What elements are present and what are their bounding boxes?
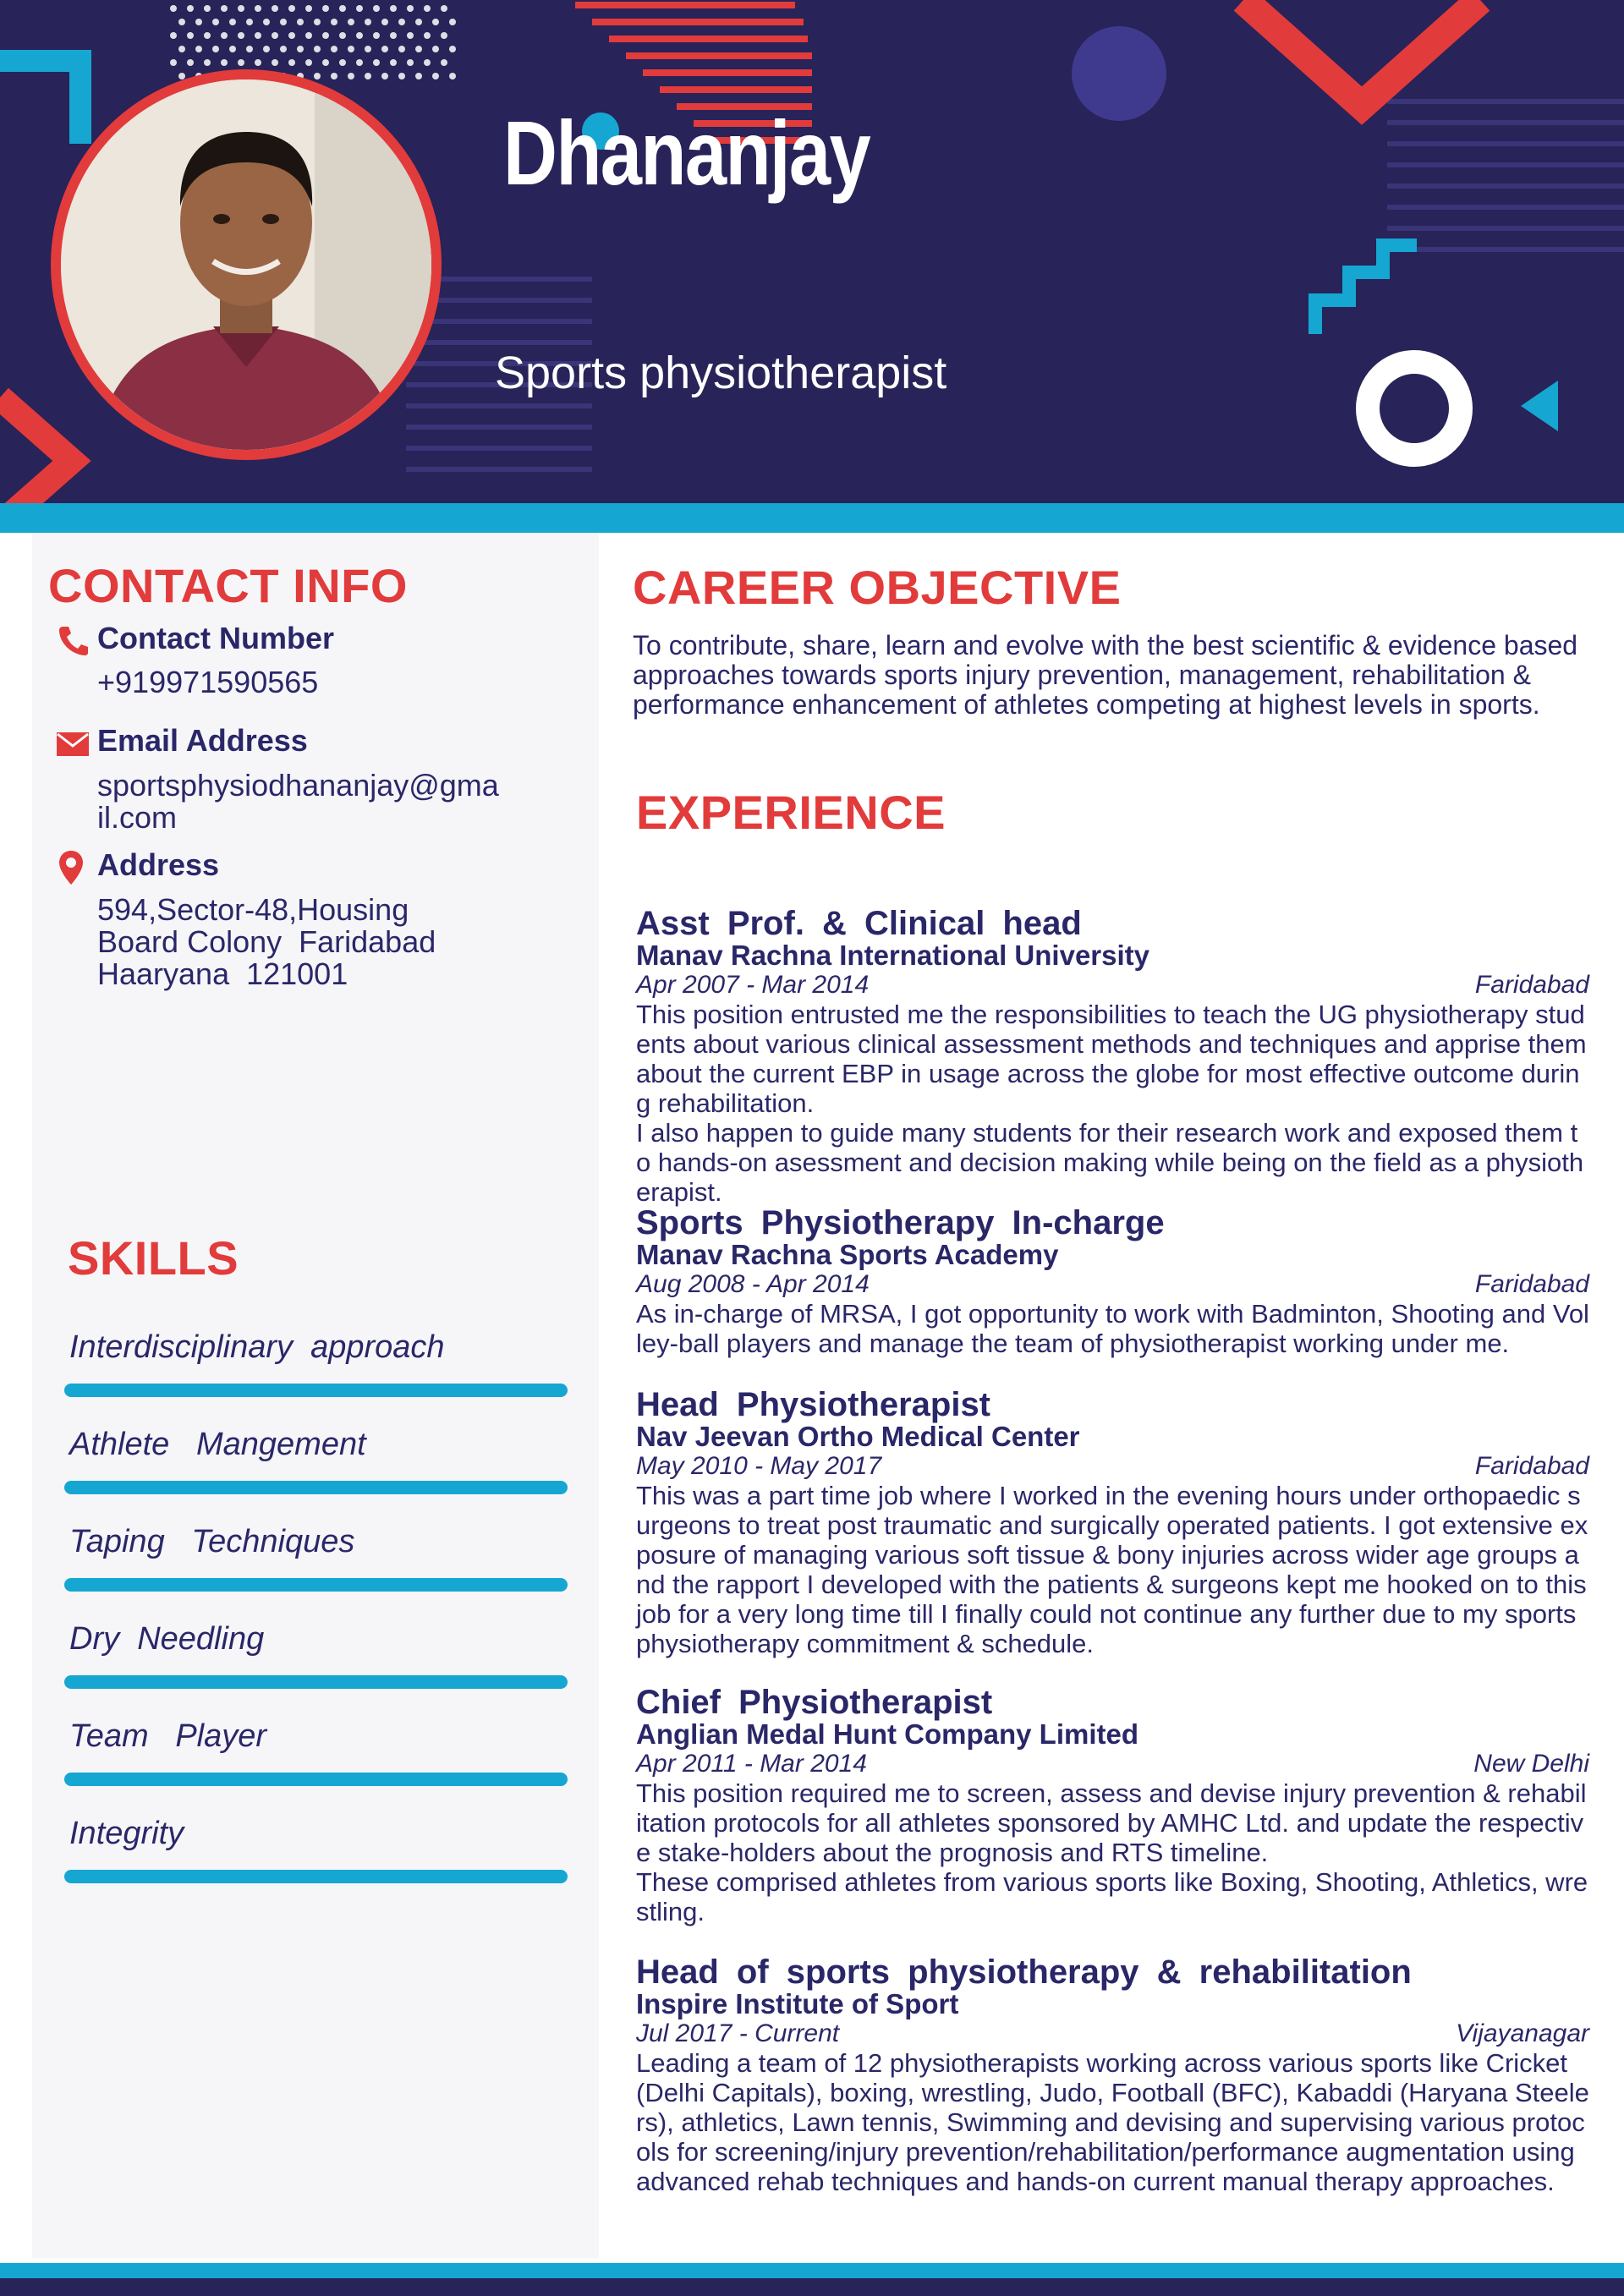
experience-entry [636, 1685, 1589, 1926]
career-objective-text: To contribute, share, learn and evolve with the best scientific & evidence based approaches towards sports injury prevention, management, rehabilitation & performance enhancement of athletes competing at highest levels in sports. [633, 630, 1578, 720]
job-description: As in-charge of MRSA, I got opportunity to work with Badminton, Shooting and Volley-ball players and manage the team of physiotherapist working under me. [636, 1299, 1589, 1358]
dot-decoration [221, 32, 228, 39]
dot-decoration [407, 32, 414, 39]
dot-decoration [178, 19, 185, 25]
dot-decoration [255, 32, 261, 39]
blue-zigzag-decoration [1315, 245, 1417, 334]
dot-decoration [424, 59, 431, 66]
address-label: Address [97, 847, 220, 882]
dot-decoration [441, 5, 447, 12]
dot-decoration [238, 5, 244, 12]
job-location: Vijayanagar [1456, 2019, 1589, 2047]
dot-decoration [314, 46, 321, 52]
mail-icon [56, 732, 90, 761]
skill-bar [64, 1578, 568, 1592]
dot-decoration [331, 46, 337, 52]
dot-decoration [339, 5, 346, 12]
dot-decoration [170, 59, 177, 66]
job-description: This position entrusted me the responsibilities to teach the UG physiotherapy students about various clinical assessment methods and techniques and apprise them about the current EBP in usage across the globe for most effective outcome during rehabilitation. I also happen to guide many students for their research work and exposed them to hands-on asessment and decision making while being on the field as a physiotherapist. [636, 1000, 1587, 1207]
dot-decoration [356, 59, 363, 66]
dot-grid-decoration [170, 5, 456, 79]
job-dates: Apr 2011 - Mar 2014 [636, 1750, 867, 1778]
dot-decoration [348, 46, 354, 52]
job-role: Asst Prof. & Clinical head [636, 905, 1082, 942]
job-dates: Aug 2008 - Apr 2014 [636, 1270, 870, 1298]
location-pin-icon [58, 850, 85, 890]
dot-decoration [407, 59, 414, 66]
dot-decoration [204, 59, 211, 66]
dot-decoration [195, 19, 202, 25]
dot-decoration [432, 73, 439, 79]
dot-decoration [212, 19, 219, 25]
dot-decoration [187, 5, 194, 12]
skill-label: Interdisciplinary approach [69, 1329, 445, 1365]
dot-decoration [195, 46, 202, 52]
dot-decoration [204, 5, 211, 12]
dot-decoration [305, 5, 312, 12]
experience-entry [636, 907, 1589, 1207]
dot-decoration [398, 73, 405, 79]
dot-decoration [229, 46, 236, 52]
dot-decoration [381, 73, 388, 79]
profile-photo [51, 69, 442, 460]
dot-decoration [373, 5, 380, 12]
address-value: 594,Sector-48,Housing Board Colony Faridabad Haaryana 121001 [97, 892, 436, 991]
dot-decoration [365, 73, 371, 79]
dot-decoration [187, 32, 194, 39]
dot-decoration [398, 46, 405, 52]
job-location: New Delhi [1473, 1750, 1589, 1778]
dot-decoration [297, 19, 304, 25]
job-organization: Manav Rachna International University [636, 940, 1150, 971]
dot-decoration [407, 5, 414, 12]
job-role: Sports Physiotherapy In-charge [636, 1204, 1165, 1241]
job-location: Faridabad [1474, 1270, 1589, 1298]
white-ring-decoration [1368, 362, 1461, 455]
dot-decoration [441, 59, 447, 66]
dot-decoration [246, 19, 253, 25]
dot-decoration [398, 19, 405, 25]
skill-label: Taping Techniques [69, 1524, 355, 1559]
dot-decoration [365, 19, 371, 25]
job-dates: May 2010 - May 2017 [636, 1452, 882, 1480]
dot-decoration [246, 46, 253, 52]
dot-decoration [255, 59, 261, 66]
dot-decoration [322, 59, 329, 66]
avatar [61, 79, 431, 450]
email-value: sportsphysiodhananjay@gma il.com [97, 768, 499, 835]
blue-corner-decoration [0, 61, 80, 144]
dot-decoration [263, 46, 270, 52]
job-organization: Inspire Institute of Sport [636, 1988, 959, 2019]
experience-entry [636, 1388, 1589, 1658]
career-objective-heading: CAREER OBJECTIVE [633, 561, 1122, 614]
dot-decoration [288, 59, 295, 66]
dot-decoration [449, 73, 456, 79]
dot-decoration [221, 59, 228, 66]
dot-decoration [365, 46, 371, 52]
dot-decoration [331, 19, 337, 25]
dot-decoration [305, 59, 312, 66]
dot-decoration [288, 5, 295, 12]
dot-decoration [238, 59, 244, 66]
dot-decoration [348, 73, 354, 79]
dot-decoration [424, 5, 431, 12]
header-accent-band [0, 503, 1624, 533]
job-description: This was a part time job where I worked in the evening hours under orthopaedic surgeons to treat post traumatic and surgically operated patients. I got extensive exposure of managing various soft tissue & bony injuries across wider age groups and the rapport I developed with the patients & surgeons kept me hooked on to this job for a very long time till I finally could not continue any further due to my sports physiotherapy commitment & schedule. [636, 1481, 1588, 1658]
experience-heading: EXPERIENCE [636, 786, 946, 839]
contact-info-heading: CONTACT INFO [48, 559, 408, 612]
skills-heading: SKILLS [68, 1231, 239, 1285]
dot-decoration [381, 19, 388, 25]
job-organization: Anglian Medal Hunt Company Limited [636, 1718, 1139, 1750]
skill-bar [64, 1773, 568, 1786]
dot-decoration [331, 73, 337, 79]
skill-bar [64, 1384, 568, 1397]
job-description: Leading a team of 12 physiotherapists working across various sports like Cricket (Delhi Capitals), boxing, wrestling, Judo, Football (BFC), Kabaddi (Haryana Steelers), athletics, Lawn tennis, Swimming and devising and supervising various protocols for screening/injury prevention/rehabilitation/performance augmentation using advanced rehab techniques and hands-on current manual therapy approaches. [636, 2048, 1589, 2196]
job-role: Head Physiotherapist [636, 1386, 991, 1423]
dot-decoration [280, 46, 287, 52]
dot-decoration [272, 59, 278, 66]
dot-decoration [212, 46, 219, 52]
dot-decoration [381, 46, 388, 52]
dot-decoration [415, 19, 422, 25]
dot-decoration [255, 5, 261, 12]
skill-label: Athlete Mangement [69, 1427, 366, 1462]
phone-label: Contact Number [97, 621, 335, 655]
dot-decoration [322, 32, 329, 39]
dot-decoration [390, 59, 397, 66]
dot-decoration [272, 5, 278, 12]
dot-decoration [229, 19, 236, 25]
footer-bar [0, 2278, 1624, 2296]
skill-label: Team Player [69, 1718, 267, 1754]
job-location: Faridabad [1474, 1452, 1589, 1480]
dot-decoration [356, 32, 363, 39]
dot-decoration [170, 32, 177, 39]
header-banner [0, 0, 1624, 503]
job-dates: Jul 2017 - Current [636, 2019, 840, 2047]
cyan-triangle-decoration [1521, 381, 1558, 431]
job-meta [636, 1270, 1589, 1299]
footer-accent-band [0, 2263, 1624, 2278]
skill-label: Integrity [69, 1816, 184, 1851]
dot-decoration [288, 32, 295, 39]
person-name: Dhananjay [503, 101, 870, 204]
dot-decoration [204, 32, 211, 39]
dot-decoration [415, 73, 422, 79]
dot-decoration [272, 32, 278, 39]
skill-bar [64, 1870, 568, 1883]
job-location: Faridabad [1474, 971, 1589, 999]
phone-icon [56, 623, 90, 661]
dot-decoration [449, 46, 456, 52]
dot-decoration [339, 32, 346, 39]
dot-decoration [390, 5, 397, 12]
dot-decoration [238, 32, 244, 39]
dot-decoration [424, 32, 431, 39]
dot-decoration [441, 32, 447, 39]
dot-decoration [280, 19, 287, 25]
job-meta [636, 1750, 1589, 1778]
experience-entry [636, 1206, 1589, 1358]
job-meta [636, 1452, 1589, 1481]
dot-decoration [297, 46, 304, 52]
dot-decoration [339, 59, 346, 66]
skill-label: Dry Needling [69, 1621, 265, 1657]
dot-decoration [305, 32, 312, 39]
dot-decoration [348, 19, 354, 25]
skill-bar [64, 1481, 568, 1494]
job-role: Chief Physiotherapist [636, 1684, 993, 1721]
job-organization: Manav Rachna Sports Academy [636, 1239, 1059, 1270]
dot-decoration [373, 32, 380, 39]
dot-decoration [322, 5, 329, 12]
dot-decoration [390, 32, 397, 39]
dot-decoration [314, 73, 321, 79]
purple-circle-decoration [1072, 26, 1166, 121]
job-description: This position required me to screen, assess and devise injury prevention & rehabilitation protocols for all athletes sponsored by AMHC Ltd. and update the respective stake-holders about the prognosis and RTS timeline. These comprised athletes from various sports like Boxing, Shooting, Athletics, wrestling. [636, 1778, 1588, 1926]
dot-decoration [221, 5, 228, 12]
dot-decoration [356, 5, 363, 12]
dot-decoration [170, 5, 177, 12]
email-label: Email Address [97, 723, 308, 758]
dot-decoration [432, 19, 439, 25]
dot-decoration [314, 19, 321, 25]
phone-value: +919971590565 [97, 665, 319, 699]
job-organization: Nav Jeevan Ortho Medical Center [636, 1421, 1080, 1452]
red-chevron-decoration [0, 397, 72, 503]
dot-decoration [187, 59, 194, 66]
dot-decoration [373, 59, 380, 66]
dot-decoration [449, 19, 456, 25]
skill-bar [64, 1675, 568, 1689]
job-role: Head of sports physiotherapy & rehabilitation [636, 1954, 1412, 1991]
red-v-decoration [1243, 0, 1480, 106]
experience-entry [636, 1955, 1589, 2196]
job-meta [636, 2019, 1589, 2048]
job-meta [636, 971, 1589, 1000]
dot-decoration [432, 46, 439, 52]
job-dates: Apr 2007 - Mar 2014 [636, 971, 870, 999]
dot-decoration [178, 46, 185, 52]
dot-decoration [263, 19, 270, 25]
job-title-heading: Sports physiotherapist [495, 348, 947, 398]
dot-decoration [415, 46, 422, 52]
